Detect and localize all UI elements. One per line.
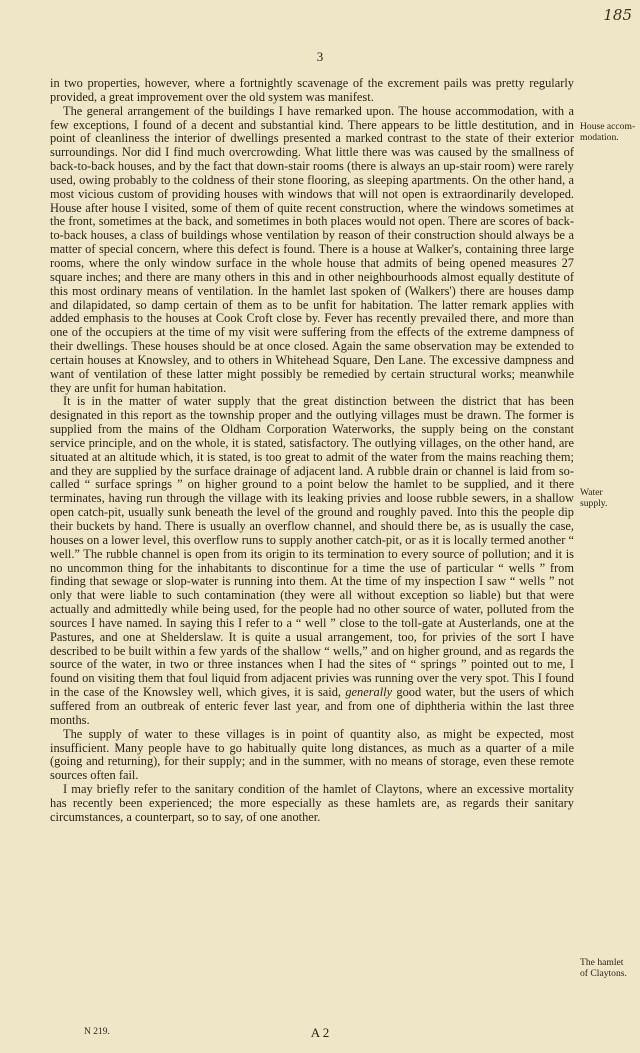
sidenote-hamlet-claytons	[580, 957, 638, 979]
page-number: 3	[316, 49, 324, 64]
paragraph: The general arrangement of the buildings I have remarked upon. The house accommodation, with a few exceptions, I found of a decent and substantial kind. There appears to be little destitution, and in point of cleanliness the interior of dwellings presented a marked contrast to the state of their exterior surroundings. Nor did I find much overcrowding. What little there was was caused by the smallness of back-to-back houses, and by the fact that down-stair rooms (there is always an up-stair room) were rarely used, owing probably to the coldness of their stone flooring, as sleeping apartments. On the other hand, a most vicious custom of providing houses with windows that will not open is extraordinarily developed. House after house I visited, some of them of quite recent construction, where the windows sometimes at the front, sometimes at the back, and sometimes in both places would not open. There are scores of back-to-back houses, a class of buildings whose ventilation by reason of their construction should always be a matter of special concern, where this defect is found. There is a house at Walker's, containing three large rooms, where the only window surface in the whole house that admits of being opened measures 27 square inches; and there are many others in this and in other neighbourhoods almost equally destitute of this most ordinary means of ventilation. In the hamlet last spoken of (Walkers') there are houses damp and dilapidated, so damp certain of them as to be unfit for habitation. The latter remark applies with added emphasis to the houses at Cook Croft close by. Fever has recently prevailed there, and more than one of the occupiers at the time of my visit were suffering from the effects of the extreme dampness of their dwellings. These houses should be at once closed. Again the same observation may be extended to certain houses at Knowsley, and to others in Whitehead Square, Den Lane. The excessive dampness and want of ventilation of these latter might possibly be remedied by certain structural works; meanwhile they are unfit for human habitation.	[50, 103, 574, 395]
paragraph-text: good water, but the users of which suffered from an outbreak of enteric fever last year, and from one of diphtheria within the last three months.	[50, 685, 574, 727]
printer-mark: N 219.	[84, 1027, 110, 1037]
emphasis-word: generally	[345, 685, 393, 700]
paragraph: in two properties, however, where a fortnightly scavenage of the excrement pails was pretty regularly provided, a great improvement over the old system was manifest.	[50, 76, 574, 104]
paragraph	[50, 395, 574, 727]
signature-mark: A 2	[310, 1025, 330, 1040]
handwritten-page-annotation: 185	[603, 6, 632, 24]
paragraph: The supply of water to these villages is in point of quantity also, as might be expected, most insufficient. Many people have to go habitually quite long distances, as much as a quarter of a mile (going and returning), for their supply; and in the summer, with no means of storage, even these remote sources often fail.	[50, 726, 574, 783]
sidenote-house-accommodation	[580, 121, 638, 143]
sidenote-text: Water supply.	[580, 487, 608, 509]
body-text	[50, 77, 574, 825]
paragraph-text: It is in the matter of water supply that the great distinction between the district that has been designated in this report as the township proper and the outlying villages must be drawn. The former is supplied from the mains of the Oldham Corporation Waterworks, the supply being on the constant service principle, and on the whole, it is stated, satisfactory. The outlying villages, on the other hand, are situated at an altitude which, it is stated, is too great to admit of the water from the mains reaching them; and they are supplied by the surface drainage of adjacent land. A rubble drain or channel is laid from so-called “ surface springs ” on higher ground to a point below the hamlet to be supplied, and it there terminates, having run through the village with its leaking privies and loose rubble sewers, in a shallow open catch-pit, usually sunk beneath the level of the ground and roughly paved. Into this the people dip their buckets by hand. There is usually an overflow channel, and should there be, as is usually the case, houses on a lower level, this overflow runs to supply another catch-pit, or as it is locally termed another “ well.” The rubble channel is open from its origin to its termination to every source of pollution; and it is no uncommon thing for the inhabitants to discontinue for a time the use of particular “ wells ” from finding that sewage or slop-water is running into them. At the time of my inspection I saw “ wells ” not only that were liable to such contamination (they were all without exception so liable) but that were actually and admittedly while being used, for the people had no other source of water, polluted from the sources I have named. In saying this I refer to a “ well ” close to the toll-gate at Austerlands, one at the Pastures, and one at Shelderslaw. It is quite a usual arrangement, too, for privies of the sort I have described to be built within a few yards of the shallow “ wells,” and on higher ground, and as regards the source of the water, in two or three instances when I had the sites of “ springs ” pointed out to me, I found on visiting them that foul liquid from adjacent privies was running over the very spot. This I found in the case of the Knowsley well, which gives, it is said,	[50, 394, 574, 700]
sidenote-water-supply	[580, 487, 638, 509]
sidenote-text: House accom- modation.	[580, 121, 636, 143]
paragraph: I may briefly refer to the sanitary condition of the hamlet of Claytons, where an excessive mortality has recently been experienced; the more especially as these hamlets are, as regards their sanitary circumstances, a counterpart, so to say, of one another.	[50, 782, 574, 824]
sidenote-text: The hamlet of Claytons.	[580, 957, 627, 979]
